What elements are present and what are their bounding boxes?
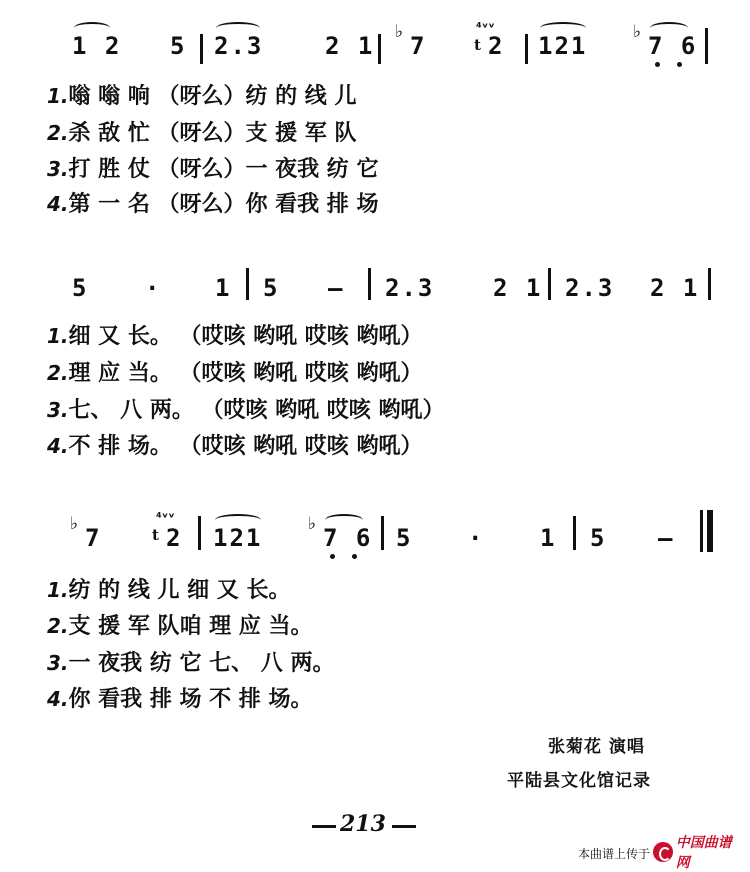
- page-number-dash: [392, 825, 416, 828]
- flat-sign: ♭: [395, 22, 404, 42]
- barline: [368, 268, 371, 300]
- note: 1: [540, 524, 557, 552]
- lyric-line: [47, 361, 422, 386]
- system-3-notation: [0, 506, 750, 566]
- note-group: 2 1: [325, 32, 375, 60]
- barline: [525, 34, 528, 64]
- site-logo[interactable]: [653, 835, 745, 871]
- dash-extension: —: [328, 274, 345, 302]
- lower-octave-dot: [330, 554, 335, 559]
- lyric-line: [47, 84, 356, 109]
- flat-sign: ♭: [70, 514, 79, 534]
- note-group: 121: [213, 524, 263, 552]
- note: 5: [170, 32, 187, 60]
- system-1-notation: [0, 22, 750, 82]
- verse-number: 4.: [47, 192, 69, 216]
- note-group: 2 1: [650, 274, 700, 302]
- recorder-credit: 平陆县文化馆记录: [507, 771, 651, 791]
- note: 7: [410, 32, 427, 60]
- note-group: 2.3: [565, 274, 615, 302]
- page-number: 213: [340, 811, 386, 837]
- flat-sign: ♭: [633, 22, 642, 42]
- verse-number: 2.: [47, 121, 69, 145]
- verse-number: 1.: [47, 84, 69, 108]
- verse-number: 3.: [47, 398, 69, 422]
- note: 5: [72, 274, 89, 302]
- barline: [200, 34, 203, 64]
- note: 5: [396, 524, 413, 552]
- lyric-text: 第 一 名 （呀么）你 看我 排 场: [68, 192, 379, 217]
- barline: [381, 516, 384, 550]
- barline: [705, 28, 708, 64]
- barline: [708, 268, 711, 300]
- trill-mark: t: [152, 526, 159, 544]
- note: 2: [488, 32, 505, 60]
- lyric-text: 七、 八 两。 （哎咳 哟吼 哎咳 哟吼）: [68, 398, 445, 423]
- upload-note: 本曲谱上传于: [577, 847, 650, 861]
- lyric-text: 嗡 嗡 响 （呀么）纺 的 线 儿: [68, 84, 357, 109]
- lyric-line: [47, 324, 422, 349]
- lyric-text: 不 排 场。 （哎咳 哟吼 哎咳 哟吼）: [68, 434, 423, 459]
- verse-number: 1.: [47, 324, 69, 348]
- lyric-line: [47, 157, 378, 182]
- lyric-text: 打 胜 仗 （呀么）一 夜我 纺 它: [68, 157, 379, 182]
- grace-ornament: ⁴ᵛᵛ: [476, 21, 495, 36]
- note: 2: [166, 524, 183, 552]
- dot-extension: ·: [145, 274, 162, 302]
- barline: [573, 516, 576, 550]
- note: 5: [590, 524, 607, 552]
- lyric-text: 一 夜我 纺 它 七、 八 两。: [68, 651, 335, 676]
- barline: [198, 516, 201, 550]
- lyric-text: 理 应 当。 （哎咳 哟吼 哎咳 哟吼）: [68, 361, 423, 386]
- note-group: 7 6: [323, 524, 373, 552]
- trill-mark: t: [474, 36, 481, 54]
- site-name: 中国曲谱网: [675, 835, 732, 871]
- singer-credit: 张菊花 演唱: [548, 737, 645, 757]
- lyric-line: [47, 398, 444, 423]
- lyric-line: [47, 651, 334, 676]
- dot-extension: ·: [468, 524, 485, 552]
- lyric-text: 纺 的 线 儿 细 又 长。: [68, 578, 291, 603]
- dash-extension: —: [658, 524, 675, 552]
- lower-octave-dot: [352, 554, 357, 559]
- verse-number: 2.: [47, 614, 69, 638]
- note-group: 7 6: [648, 32, 698, 60]
- note: 5: [263, 274, 280, 302]
- note-group: 2.3: [385, 274, 435, 302]
- note-group: 1 2: [72, 32, 122, 60]
- note-group: 2 1: [493, 274, 543, 302]
- lower-octave-dot: [655, 62, 660, 67]
- lyric-line: [47, 434, 422, 459]
- lyric-line: [47, 192, 378, 217]
- verse-number: 3.: [47, 157, 69, 181]
- final-barline-thin: [700, 510, 703, 552]
- barline: [378, 34, 381, 64]
- note: 1: [215, 274, 232, 302]
- lower-octave-dot: [677, 62, 682, 67]
- grace-ornament: ⁴ᵛᵛ: [156, 511, 175, 526]
- logo-icon: [653, 842, 673, 862]
- page-number-dash: [312, 825, 336, 828]
- final-barline-thick: [707, 510, 713, 552]
- lyric-line: [47, 614, 312, 639]
- note-group: 2.3: [214, 32, 264, 60]
- lyric-text: 你 看我 排 场 不 排 场。: [68, 687, 313, 712]
- system-2-notation: [0, 262, 750, 322]
- verse-number: 2.: [47, 361, 69, 385]
- note-group: 121: [538, 32, 588, 60]
- verse-number: 4.: [47, 434, 69, 458]
- barline: [548, 268, 551, 300]
- lyric-line: [47, 687, 312, 712]
- note: 7: [85, 524, 102, 552]
- lyric-text: 细 又 长。 （哎咳 哟吼 哎咳 哟吼）: [68, 324, 423, 349]
- lyric-text: 支 援 军 队咱 理 应 当。: [68, 614, 313, 639]
- verse-number: 3.: [47, 651, 69, 675]
- flat-sign: ♭: [308, 514, 317, 534]
- lyric-text: 杀 敌 忙 （呀么）支 援 军 队: [68, 121, 357, 146]
- barline: [246, 268, 249, 300]
- lyric-line: [47, 578, 290, 603]
- verse-number: 1.: [47, 578, 69, 602]
- lyric-line: [47, 121, 356, 146]
- verse-number: 4.: [47, 687, 69, 711]
